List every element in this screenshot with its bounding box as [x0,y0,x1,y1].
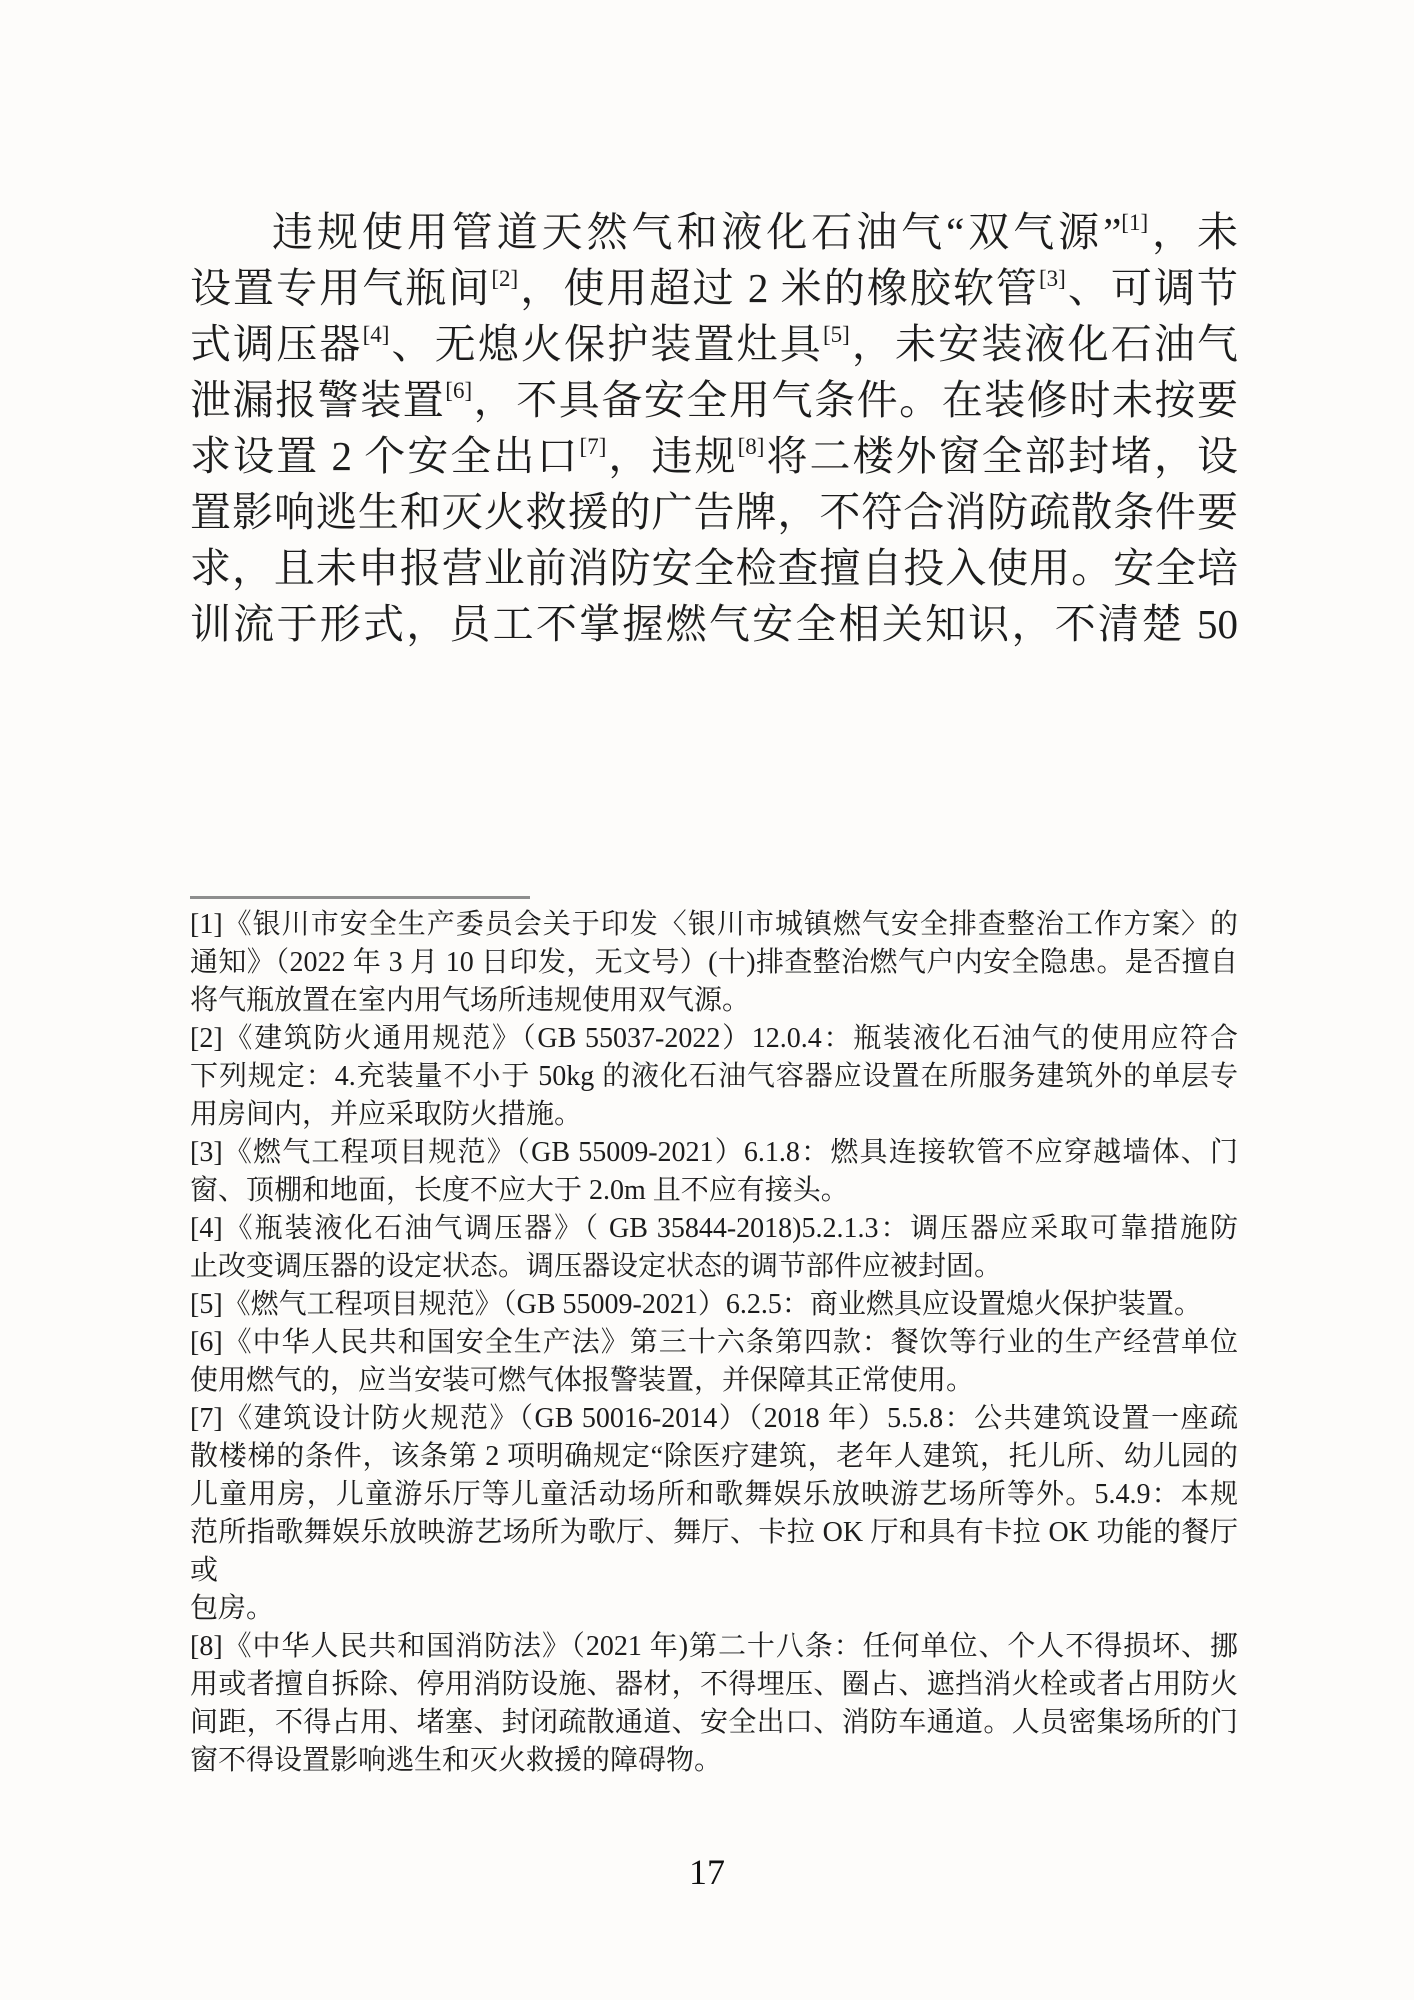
footnote-ref: [8] [737,434,765,459]
footnote-ref: [1] [1121,210,1149,235]
footnote-line: 使用燃气的，应当安装可燃气体报警装置，并保障其正常使用。 [190,1365,975,1396]
body-text-segment: ，使用超过 2 米的橡胶软管 [518,265,1039,311]
footnote-line: [2]《建筑防火通用规范》（GB 55037-2022）12.0.4：瓶装液化石油气的使用应符合 [190,1023,1238,1054]
footnote-line: 下列规定：4.充装量不小于 50kg 的液化石油气容器应设置在所服务建筑外的单层专 [190,1061,1238,1092]
body-text-segment: 设置专用气瓶间 [190,265,492,311]
footnote-line: [8]《中华人民共和国消防法》（2021 年)第二十八条：任何单位、个人不得损坏、挪 [190,1631,1238,1662]
footnotes [190,906,1238,1780]
body-text-segment: 、无熄火保护装置灶具 [389,321,823,367]
footnote-line: 散楼梯的条件，该条第 2 项明确规定“除医疗建筑，老年人建筑，托儿所、幼儿园的 [190,1441,1238,1472]
footnote-line: 将气瓶放置在室内用气场所违规使用双气源。 [190,985,751,1016]
body-line [190,204,1238,260]
body-text-segment: 训流于形式，员工不掌握燃气安全相关知识，不清楚 50 [190,601,1238,647]
footnote-line: [3]《燃气工程项目规范》（GB 55009-2021）6.1.8：燃具连接软管不应穿越墙体、门 [190,1137,1238,1168]
footnote-line: [5]《燃气工程项目规范》（GB 55009-2021）6.2.5：商业燃具应设置熄火保护装置。 [190,1289,1202,1320]
body-text-segment: 求设置 2 个安全出口 [190,433,580,479]
footnote-line: [6]《中华人民共和国安全生产法》第三十六条第四款：餐饮等行业的生产经营单位 [190,1327,1238,1358]
body-line [190,316,1238,372]
body-paragraph [190,204,1238,652]
body-text-segment: 式调压器 [190,321,363,367]
body-text-segment: ，违规 [606,433,738,479]
footnote-entry [190,1134,1238,1210]
footnote-ref: [3] [1038,266,1066,291]
footnote-line: 通知》（2022 年 3 月 10 日印发，无文号）(十)排查整治燃气户内安全隐患。是否擅自 [190,947,1238,978]
footnote-line: 儿童用房，儿童游乐厅等儿童活动场所和歌舞娱乐放映游艺场所等外。5.4.9：本规 [190,1479,1238,1510]
page-number: 17 [689,1852,725,1892]
footnote-line: [4]《瓶装液化石油气调压器》（ GB 35844-2018)5.2.1.3：调压器应采取可靠措施防 [190,1213,1238,1244]
body-text-segment: 、可调节 [1065,265,1239,311]
footnote-entry [190,1210,1238,1286]
footnote-separator [190,896,530,899]
body-text-segment: ，未 [1148,209,1238,255]
footnote-line: 范所指歌舞娱乐放映游艺场所为歌厅、舞厅、卡拉 OK 厅和具有卡拉 OK 功能的餐厅或 [190,1517,1238,1586]
footnote-ref: [7] [579,434,607,459]
body-line [190,372,1238,428]
body-text-segment: 将二楼外窗全部封堵，设 [764,433,1239,479]
body-text-segment: 违规使用管道天然气和液化石油气“双气源” [272,209,1122,255]
footnote-entry [190,1628,1238,1780]
footnote-line: 止改变调压器的设定状态。调压器设定状态的调节部件应被封固。 [190,1251,1003,1282]
body-text-segment: 求，且未申报营业前消防安全检查擅自投入使用。安全培 [190,545,1238,591]
body-line [190,484,1238,540]
footnote-ref: [5] [822,322,850,347]
body-line [190,540,1238,596]
footnote-entry [190,906,1238,1020]
body-line [190,428,1238,484]
footnote-ref: [6] [445,378,473,403]
body-text-segment: 置影响逃生和灭火救援的广告牌，不符合消防疏散条件要 [190,489,1238,535]
body-line [190,260,1238,316]
footnote-line: 窗、顶棚和地面，长度不应大于 2.0m 且不应有接头。 [190,1175,849,1206]
footnote-line: 用或者擅自拆除、停用消防设施、器材，不得埋压、圈占、遮挡消火栓或者占用防火 [190,1669,1238,1700]
footnote-line: 窗不得设置影响逃生和灭火救援的障碍物。 [190,1745,723,1776]
body-line [190,596,1238,652]
body-text-segment: 泄漏报警装置 [190,377,446,423]
footnote-line: 包房。 [190,1593,275,1624]
footnote-entry [190,1324,1238,1400]
footnote-entry [190,1400,1238,1628]
footnote-ref: [4] [362,322,390,347]
body-text-segment: ，不具备安全用气条件。在装修时未按要 [472,377,1239,423]
body-text-segment: ，未安装液化石油气 [849,321,1239,367]
footnote-line: 用房间内，并应采取防火措施。 [190,1099,583,1130]
footnote-ref: [2] [491,266,519,291]
footnote-line: 间距，不得占用、堵塞、封闭疏散通道、安全出口、消防车通道。人员密集场所的门 [190,1707,1238,1738]
footnote-line: [7]《建筑设计防火规范》（GB 50016-2014）（2018 年）5.5.8：公共建筑设置一座疏 [190,1403,1238,1434]
footnote-line: [1]《银川市安全生产委员会关于印发〈银川市城镇燃气安全排查整治工作方案〉的 [190,909,1238,940]
footnote-entry [190,1020,1238,1134]
footnote-entry [190,1286,1238,1324]
